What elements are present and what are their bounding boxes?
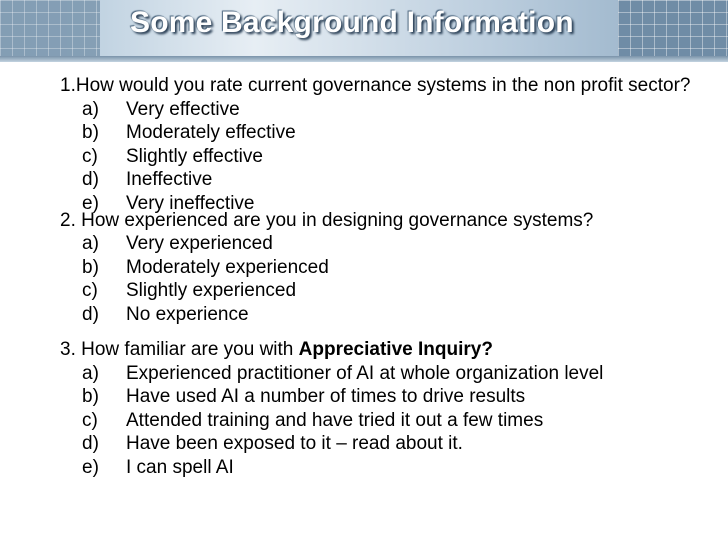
option-letter: b) [82,122,99,143]
list-item [60,256,728,280]
list-item [60,232,728,256]
option-letter: c) [82,280,98,301]
question-3 [60,338,728,362]
question-3-prefix: 3. How familiar are you with [60,339,299,360]
spacer [60,326,728,338]
option-letter: b) [82,386,99,407]
option-text: Have been exposed to it – read about it. [126,433,463,454]
option-letter: c) [82,145,98,167]
list-item [60,121,728,145]
list-item [60,145,728,169]
question-3-options [60,362,728,480]
option-text: Moderately experienced [126,256,329,278]
decorative-grid-left [0,0,100,56]
title-divider [0,56,728,62]
question-1: 1.How would you rate current governance systems in the non profit sector? [60,75,691,96]
option-text: Experienced practitioner of AI at whole organization level [126,362,604,384]
question-1-options [60,98,728,214]
option-text: Moderately effective [126,122,296,143]
list-item [60,279,728,303]
question-2-options [60,232,728,326]
option-text: Slightly effective [126,145,263,167]
option-text: Slightly experienced [126,280,297,301]
list-item [60,432,728,456]
option-text: Very ineffective [126,192,255,214]
option-text: Very experienced [126,233,273,254]
list-item [60,409,728,433]
list-item [60,456,728,480]
list-item [60,385,728,409]
option-text: Very effective [126,98,240,120]
list-item [60,303,728,327]
option-letter: e) [82,192,99,214]
list-item [60,362,728,386]
decorative-grid-right [618,0,728,56]
option-letter: c) [82,409,98,431]
slide-title: Some Background Information [130,6,574,39]
option-text: No experience [126,303,249,325]
option-letter: d) [82,303,99,325]
option-text: Attended training and have tried it out a few times [126,409,544,431]
question-3-emphasis: Appreciative Inquiry? [298,339,493,360]
option-letter: a) [82,98,99,120]
slide-content [60,74,728,479]
option-letter: d) [82,433,99,454]
option-letter: a) [82,233,99,254]
option-letter: b) [82,256,99,278]
option-text: I can spell AI [126,456,234,478]
option-text: Ineffective [126,169,213,190]
title-band [0,0,728,56]
question-2: 2. How experienced are you in designing governance systems? [60,209,594,231]
option-letter: e) [82,456,99,478]
option-letter: d) [82,169,99,190]
list-item [60,192,728,214]
list-item [60,98,728,122]
option-letter: a) [82,362,99,384]
list-item [60,168,728,192]
option-text: Have used AI a number of times to drive results [126,386,526,407]
